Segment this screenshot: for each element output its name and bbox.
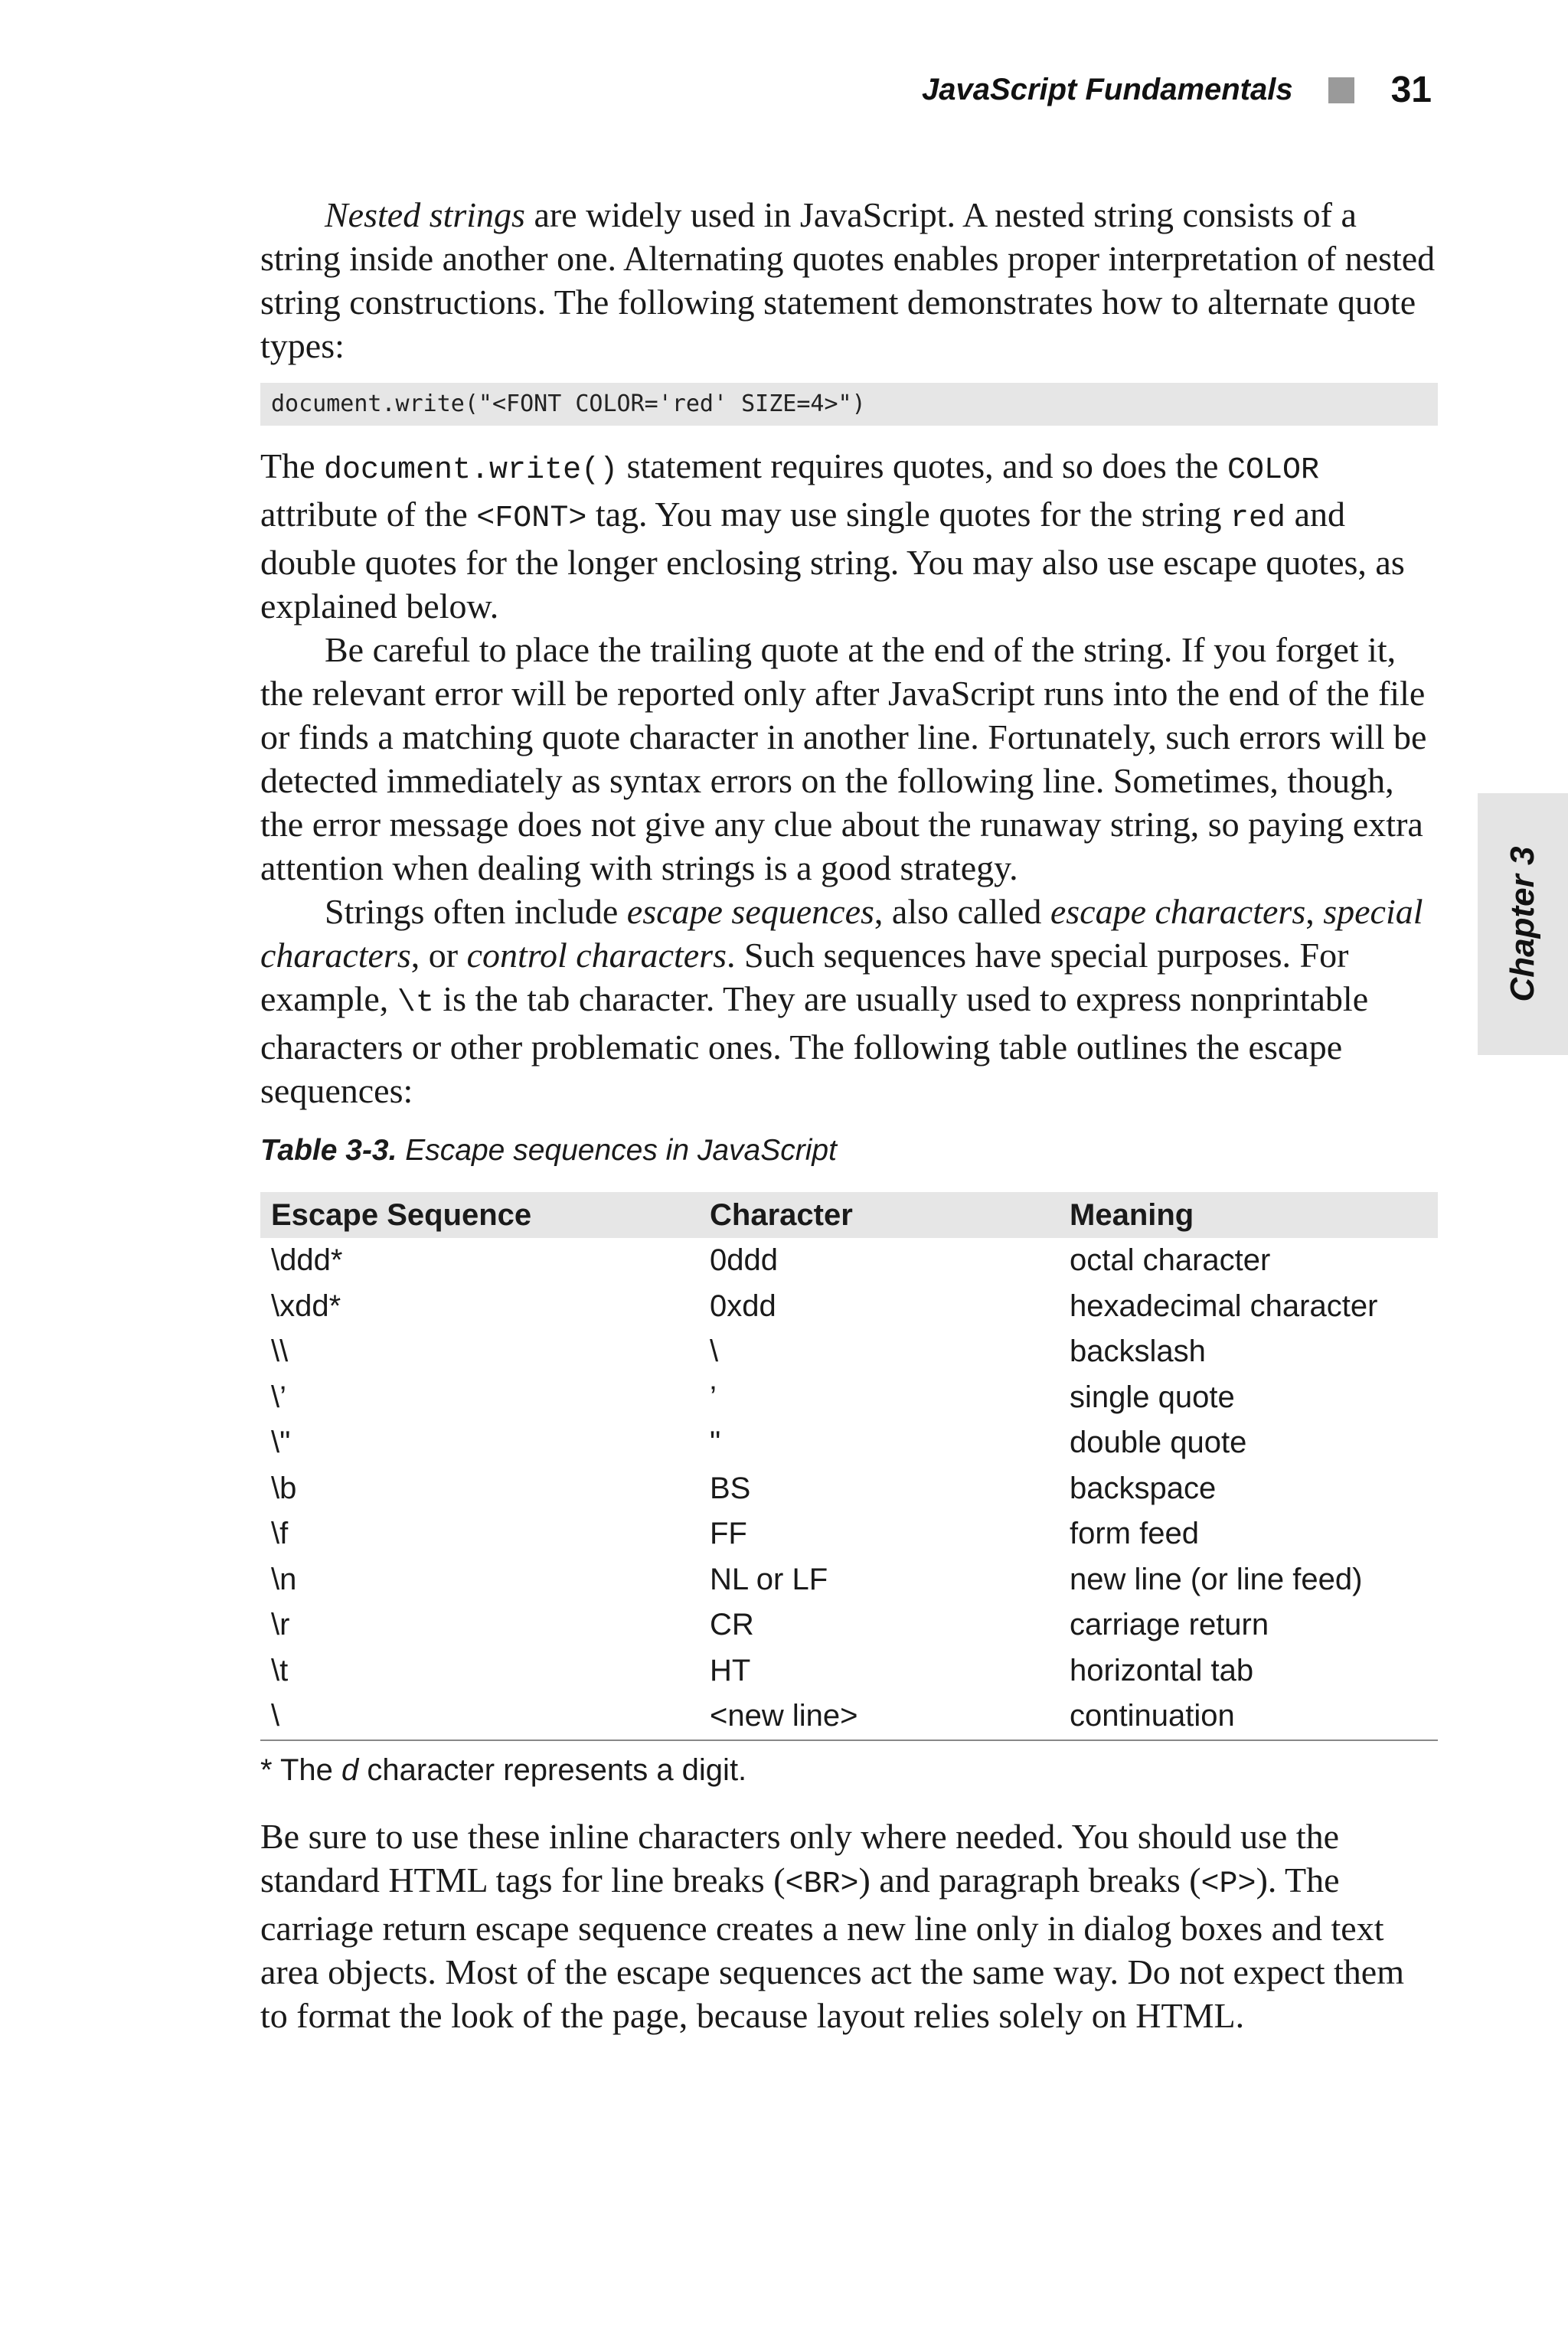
table-cell: \b xyxy=(271,1471,297,1505)
table-caption xyxy=(260,1129,1438,1172)
table-row xyxy=(260,1420,1438,1466)
chapter-thumb-tab xyxy=(1478,793,1568,1055)
table-row xyxy=(260,1511,1438,1557)
table-cell: single quote xyxy=(1070,1380,1235,1414)
table-cell: NL or LF xyxy=(710,1562,828,1596)
table-cell: double quote xyxy=(1070,1426,1247,1460)
table-caption-text: Escape sequences in JavaScript xyxy=(397,1134,837,1167)
table-cell: HT xyxy=(710,1653,751,1687)
paragraph-document-write xyxy=(260,444,1438,628)
table-cell: \\ xyxy=(271,1334,289,1369)
inline-code: <FONT> xyxy=(476,501,587,536)
table-cell: CR xyxy=(710,1608,754,1642)
table-row xyxy=(260,1557,1438,1603)
table-cell: \t xyxy=(271,1653,289,1687)
term-nested-strings: Nested strings xyxy=(325,195,525,234)
term-escape-sequences: escape sequences xyxy=(626,892,874,931)
table-cell: <new line> xyxy=(699,1694,1059,1740)
table-cell: \" xyxy=(271,1426,291,1460)
paragraph-trailing-quote: Be careful to place the trailing quote at the end of the string. If you forget it, the relevant error will be reported only after JavaScript runs into the end of the file or finds a matching quote character in another line. Fortunately, such errors will be detected immediately as syntax errors on the following line. Sometimes, though, the error message does not give any clue about the runaway string, so paying extra attention when dealing with strings is a good strategy. xyxy=(260,630,1427,887)
table-cell: BS xyxy=(710,1471,751,1505)
table-caption-label: Table 3-3. xyxy=(260,1134,397,1167)
inline-code: <P> xyxy=(1200,1867,1256,1902)
inline-code: red xyxy=(1230,501,1286,536)
table-cell: hexadecimal character xyxy=(1070,1289,1378,1323)
table-row xyxy=(260,1375,1438,1421)
table-cell: \xdd* xyxy=(271,1289,341,1323)
page-number: 31 xyxy=(1390,70,1432,110)
inline-code: COLOR xyxy=(1227,453,1319,488)
table-row xyxy=(260,1329,1438,1375)
text-run: , xyxy=(1305,892,1324,931)
inline-code: \t xyxy=(397,986,434,1021)
table-header-row xyxy=(260,1192,1438,1238)
text-run: is the tab character. They are usually used to express nonprintable characters or other problematic ones. The following table outlines the escape sequences: xyxy=(260,979,1369,1110)
table-cell: new line (or line feed) xyxy=(1070,1562,1363,1596)
table-row xyxy=(260,1602,1438,1648)
chapter-thumb-tab-label: Chapter 3 xyxy=(1504,846,1541,1002)
running-header xyxy=(922,69,1432,111)
text-run: tag. You may use single quotes for the string xyxy=(586,495,1231,534)
paragraph-escape-sequences xyxy=(260,890,1438,1112)
table-cell: carriage return xyxy=(1070,1608,1269,1642)
table-cell: \’ xyxy=(271,1380,286,1414)
text-run: . Such sequences have special purposes. For example, xyxy=(260,936,1349,1018)
table-cell: form feed xyxy=(1070,1517,1199,1551)
table-cell: \ xyxy=(710,1334,719,1369)
table-cell: " xyxy=(710,1426,721,1460)
table-cell: octal character xyxy=(1070,1243,1271,1278)
table-cell: 0xdd xyxy=(710,1289,776,1323)
table-cell: \r xyxy=(271,1608,290,1642)
table-cell: ’ xyxy=(710,1380,717,1414)
paragraph-inline-characters xyxy=(260,1815,1438,2037)
text-run: statement requires quotes, and so does the xyxy=(618,446,1227,485)
term-escape-characters: escape characters xyxy=(1050,892,1306,931)
text-run: and double quotes for the longer enclosing string. You may also use escape quotes, as explained below. xyxy=(260,495,1405,626)
table-cell: horizontal tab xyxy=(1070,1653,1254,1687)
table-cell: \f xyxy=(271,1517,289,1551)
inline-code: <BR> xyxy=(785,1867,859,1902)
column-header: Character xyxy=(699,1192,1059,1238)
table-row xyxy=(260,1694,1438,1740)
text-run: ). The carriage return escape sequence creates a new line only in dialog boxes and text area objects. Most of the escape sequences act the same way. Do not expect them to format the look of the page, because layout relies solely on HTML. xyxy=(260,1860,1404,2035)
text-run: Be sure to use these inline characters only where needed. You should use the standard HTML tags for line breaks ( xyxy=(260,1816,1340,1900)
text-run: , also called xyxy=(874,892,1050,931)
footnote-term: d xyxy=(341,1753,359,1787)
code-example: document.write("<FONT COLOR='red' SIZE=4>") xyxy=(260,383,1438,426)
column-header: Meaning xyxy=(1059,1192,1438,1238)
table-row xyxy=(260,1238,1438,1284)
table-cell: continuation xyxy=(1059,1694,1438,1740)
term-control-characters: control characters xyxy=(466,936,727,975)
paragraph-text: are widely used in JavaScript. A nested string consists of a string inside another one. Alternating quotes enables proper interpretation of nested string constructions. The following statement demonstrates how to alternate quote types: xyxy=(260,195,1436,365)
page-body xyxy=(260,193,1438,2037)
table-row xyxy=(260,1466,1438,1512)
table-cell: \ xyxy=(260,1694,699,1740)
inline-code: document.write() xyxy=(324,453,619,488)
text-run: , or xyxy=(410,936,467,975)
escape-sequences-table xyxy=(260,1192,1438,1741)
text-run: ) and paragraph breaks ( xyxy=(858,1860,1201,1900)
table-row xyxy=(260,1648,1438,1694)
header-square-ornament xyxy=(1328,77,1354,103)
table-cell: FF xyxy=(710,1517,747,1551)
table-cell: \ddd* xyxy=(271,1243,343,1278)
text-run: attribute of the xyxy=(260,495,477,534)
paragraph-nested-strings xyxy=(260,193,1438,368)
text-run: Strings often include xyxy=(325,892,627,931)
text-run: character represents a digit. xyxy=(358,1753,747,1787)
table-cell: backspace xyxy=(1070,1471,1217,1505)
running-header-title: JavaScript Fundamentals xyxy=(922,73,1293,106)
table-footnote xyxy=(260,1749,1438,1792)
term-special-characters: special characters xyxy=(260,892,1423,975)
table-cell: backslash xyxy=(1070,1334,1206,1369)
text-run: * The xyxy=(260,1753,341,1787)
column-header: Escape Sequence xyxy=(260,1192,699,1238)
table-cell: 0ddd xyxy=(710,1243,778,1278)
table-cell: \n xyxy=(271,1562,297,1596)
table-row xyxy=(260,1284,1438,1330)
text-run: The xyxy=(260,446,325,485)
